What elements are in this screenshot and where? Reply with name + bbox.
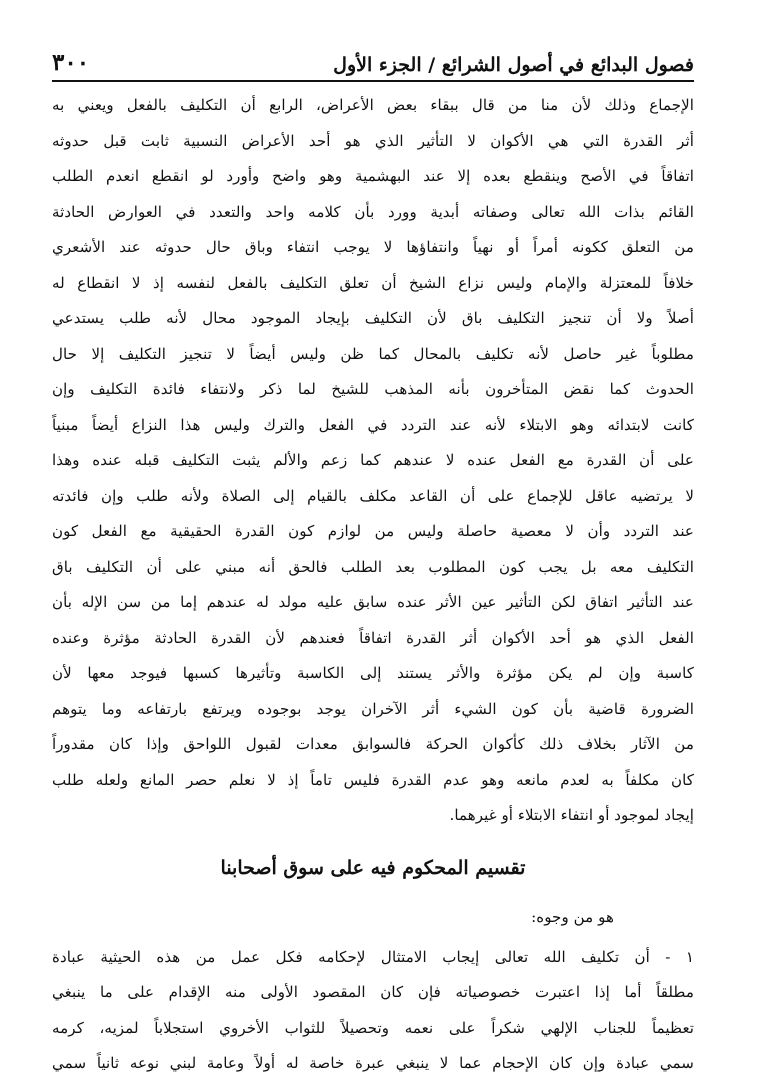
paragraph-1 (52, 88, 694, 834)
text-line: اتفاقاً في الأصح وينقطع بعده إلا عند البهشمية وهو واضح وأورد لو انقطع انعدم الطلب (52, 167, 694, 185)
text-line: خلافاً للمعتزلة والإمام وليس نزاع الشيخ أن تعلق التكليف بالفعل لنفسه إذ لا انقطاع له (52, 273, 694, 292)
running-title: فصول البدائع في أصول الشرائع / الجزء الأول (333, 54, 694, 76)
text-line: التكليف معه بل يجب كون المطلوب بعد الطلب فالحق أنه مبني على أن التكليف باق (52, 557, 694, 576)
text-line: إيجاد لموجود أو انتفاء الابتلاء أو غيرهما. (449, 806, 694, 824)
text-line: الفعل الذي هو أحد الأكوان أثر القدرة اتفاقاً فعندهم لأن القدرة الحادثة مؤثرة وعنده (52, 628, 694, 647)
text-line: الحدوث كما نقض المتأخرون بأنه المذهب للشيخ لما ذكر ولانتفاء فائدة التكليف وإن (52, 380, 694, 398)
text-line: القائم بذات الله تعالى وصفاته أبدية وورد بأن كلامه واحد والتعدد في العوارض الحادثة (52, 202, 694, 221)
text-line: على أن القدرة مع الفعل عنده لا عندهم كما زعم والألم يثبت التكليف قبله عنده وهذا (52, 451, 694, 469)
text-line: من الآثار بخلاف ذلك كأكوان الحركة فالسوابق معدات لقبول اللواحق وإذا كان مقدوراً (52, 735, 694, 753)
text-line: أثر القدرة التي هي الأكوان لا التأثير الذي هو أحد الأعراض النسبية ثابت قبل حدوثه (52, 131, 694, 150)
page-number: ٣٠٠ (52, 49, 90, 76)
text-line: عند التردد وأن لا معصية حاصلة وليس من لوازم كون القدرة الحقيقية مع الفعل كون (52, 522, 694, 540)
text-line: عند التأثير اتفاق لكن التأثير عين الأثر عنده سابق عليه مولد له عندهم إما من سن الإله بأن (52, 593, 694, 611)
text-line: الإجماع وذلك لأن منا من قال ببقاء بعض الأعراض، الرابع أن التكليف بالفعل ويعني به (52, 96, 694, 114)
text-line: مطلوباً غير حاصل لأنه تكليف بالمحال كما ظن وليس أيضاً لا تنجيز التكليف إلا حال (52, 344, 694, 363)
text-line: أصلاً ولا أن تنجيز التكليف باق لأن التكليف بإيجاد الموجود محال لأنه طلب يستدعي (52, 309, 694, 327)
section-heading: تقسيم المحكوم فيه على سوق أصحابنا (220, 856, 526, 879)
body-text (52, 88, 694, 1082)
text-line: لا يرتضيه عاقل للإجماع على أن القاعد مكلف بالقيام إلى الصلاة ولأنه طلب وإن فائدته (52, 486, 694, 505)
page-header (52, 36, 694, 82)
text-line: كان مكلفاً به لعدم مانعه وهو عدم القدرة فليس تاماً إذ لا نعلم حصر المانع ولعله طلب (52, 770, 694, 789)
text-line: من التعلق ككونه أمراً أو نهياً وانتفاؤها لا يوجب انتفاء وباق حال حدوثه عند الأشعري (52, 238, 694, 256)
text-line: الضرورة قاضية بأن كون الشيء أثر الآخران يوجد بوجوده ويرتفع بارتفاعه وما يتوهم (52, 699, 694, 718)
text-line: كانت لابتدائه وهو الابتلاء لأنه عند التردد في الفعل والترك وليس هذا النزاع أيضاً مبنياً (52, 415, 694, 434)
text-line: سمي عبادة وإن كان الإحجام عما لا ينبغي عبرة خاصة له أولاً وعامة لبني نوعه ثانياً سمي (52, 1054, 694, 1072)
section-intro: هو من وجوه: (531, 907, 614, 926)
text-line: مطلقاً أما إذا اعتبرت خصوصياته فإن كان المقصود الأولى منه الإقدام على ما ينبغي (52, 983, 694, 1001)
text-line: ١ - أن تكليف الله تعالى إيجاب الامتثال لإحكامه فكل عمل من هذه الحيثية عبادة (52, 947, 694, 966)
paragraph-2 (52, 940, 694, 1082)
text-line: تعظيماً للجناب الإلهي شكراً على نعمه وتحصيلاً للثواب الأخروي استجلاباً لمزيه، كرمه (52, 1018, 694, 1037)
text-line: كاسبة وإن لم يكن مؤثرة والأثر يستند إلى الكاسبة وتأثيرها كسبها فيوجد معها لأن (52, 664, 694, 682)
